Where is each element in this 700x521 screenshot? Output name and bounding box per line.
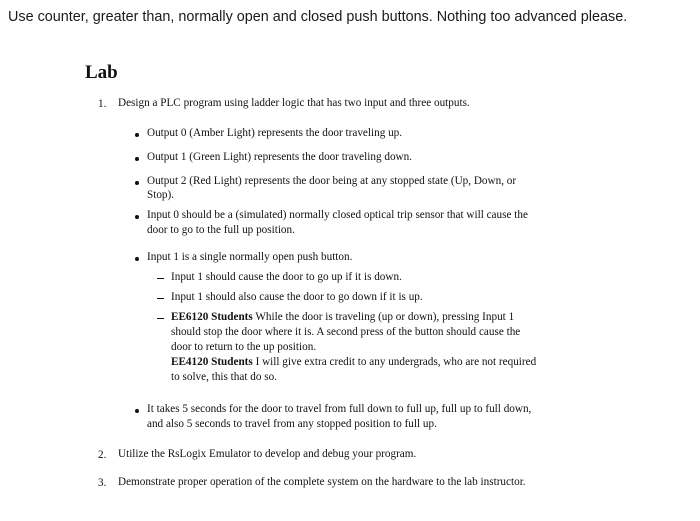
lab-title: Lab	[85, 62, 118, 83]
item-number-1: 1.	[98, 98, 107, 110]
bullet-timing-line2: and also 5 seconds to travel from any stopped position to full up.	[147, 418, 437, 430]
item-1-text: Design a PLC program using ladder logic that has two input and three outputs.	[118, 97, 470, 109]
bullet-input-0-line2: door to go to the full up position.	[147, 224, 295, 236]
sub-ee4120-line1	[171, 355, 536, 370]
item-number-3: 3.	[98, 477, 107, 489]
question-text: Use counter, greater than, normally open and closed push buttons. Nothing too advanced please.	[8, 9, 628, 25]
item-number-2: 2.	[98, 449, 107, 461]
sub-ee6120-line3: door to return to the up position.	[171, 341, 317, 353]
bullet-dot	[135, 181, 139, 185]
sub-ee6120-line2: should stop the door where it is. A second press of the button should cause the	[171, 326, 521, 338]
sub-ee6120-line1	[171, 310, 514, 325]
sub-ee4120-line2: to solve, this that do so.	[171, 371, 277, 383]
item-3-text: Demonstrate proper operation of the complete system on the hardware to the lab instructor.	[118, 476, 526, 488]
sub-input1-up: Input 1 should cause the door to go up if it is down.	[171, 271, 402, 283]
bullet-timing-line1: It takes 5 seconds for the door to travel from full down to full up, full up to full down,	[147, 403, 532, 415]
bullet-dot	[135, 133, 139, 137]
bullet-dot	[135, 409, 139, 413]
bullet-output-1: Output 1 (Green Light) represents the door traveling down.	[147, 151, 413, 163]
bullet-dot	[135, 257, 139, 261]
sub-input1-down: Input 1 should also cause the door to go down if it is up.	[171, 291, 423, 303]
ee6120-text: While the door is traveling (up or down), pressing Input 1	[252, 311, 515, 323]
bullet-output-0: Output 0 (Amber Light) represents the door traveling up.	[147, 127, 403, 139]
sub-dash	[157, 278, 164, 279]
bullet-output-2-line2: Stop).	[147, 189, 175, 201]
bullet-dot	[135, 215, 139, 219]
item-2-text: Utilize the RsLogix Emulator to develop and debug your program.	[118, 448, 417, 460]
bullet-input-1: Input 1 is a single normally open push button.	[147, 251, 353, 263]
ee4120-label: EE4120 Students	[171, 356, 253, 368]
bullet-dot	[135, 157, 139, 161]
ee4120-text: I will give extra credit to any undergrads, who are not required	[252, 356, 537, 368]
bullet-input-0-line1: Input 0 should be a (simulated) normally closed optical trip sensor that will cause the	[147, 209, 528, 221]
sub-dash	[157, 318, 164, 319]
ee6120-label: EE6120 Students	[171, 311, 253, 323]
bullet-output-2-line1: Output 2 (Red Light) represents the door being at any stopped state (Up, Down, or	[147, 175, 517, 187]
sub-dash	[157, 298, 164, 299]
